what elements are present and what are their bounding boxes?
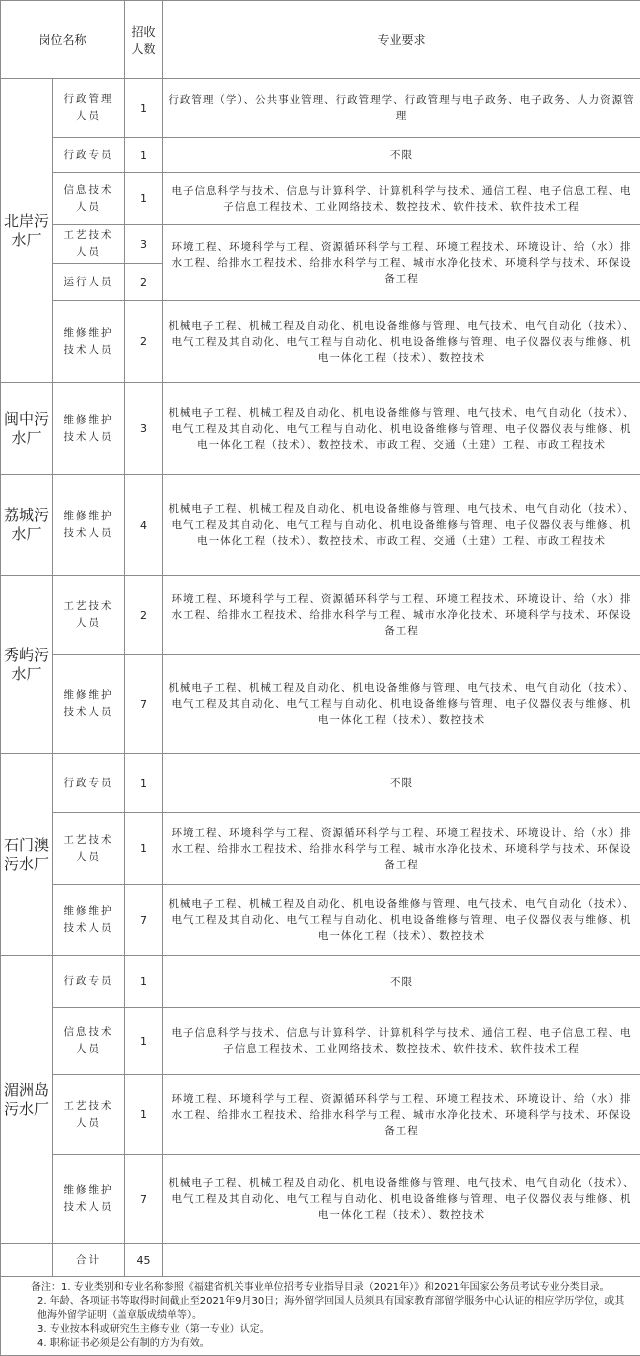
requirement-cell: 机械电子工程、机械工程及自动化、机电设备维修与管理、电气技术、电气自动化（技术）、电气工程及其自动化、电气工程与自动化、机电设备维修与管理、电子仪器仪表与维修、机电一体化工程（技术）、数控技术、市政工程、交通（土建）工程、市政工程技术 bbox=[163, 383, 640, 475]
position-cell: 工艺技术人员 bbox=[53, 1075, 125, 1155]
notes-cell bbox=[1, 1277, 640, 1356]
position-cell: 工艺技术人员 bbox=[53, 576, 125, 655]
requirement-cell: 不限 bbox=[163, 956, 640, 1008]
requirement-cell: 机械电子工程、机械工程及自动化、机电设备维修与管理、电气技术、电气自动化（技术）、电气工程及其自动化、电气工程与自动化、机电设备维修与管理、电子仪器仪表与维修、机电一体化工程（技术）、数控技术 bbox=[163, 885, 640, 956]
position-cell: 信息技术人员 bbox=[53, 1008, 125, 1075]
plant-name: 荔城污水厂 bbox=[1, 475, 53, 576]
count-cell: 1 bbox=[125, 754, 163, 813]
position-cell: 维修维护技术人员 bbox=[53, 475, 125, 576]
position-cell: 运行人员 bbox=[53, 264, 125, 301]
table-row bbox=[1, 475, 640, 576]
total-row bbox=[1, 1244, 640, 1277]
header-requirement: 专业要求 bbox=[163, 1, 640, 79]
count-cell: 2 bbox=[125, 576, 163, 655]
count-cell: 1 bbox=[125, 138, 163, 173]
position-cell: 信息技术人员 bbox=[53, 173, 125, 225]
requirement-cell: 机械电子工程、机械工程及自动化、机电设备维修与管理、电气技术、电气自动化（技术）、电气工程及其自动化、电气工程与自动化、机电设备维修与管理、电子仪器仪表与维修、机电一体化工程（技术）、数控技术 bbox=[163, 301, 640, 383]
notes-row bbox=[1, 1277, 640, 1356]
position-cell: 维修维护技术人员 bbox=[53, 301, 125, 383]
position-cell: 维修维护技术人员 bbox=[53, 885, 125, 956]
table-row bbox=[1, 173, 640, 225]
position-cell: 行政管理人员 bbox=[53, 79, 125, 138]
position-cell: 行政专员 bbox=[53, 956, 125, 1008]
total-empty bbox=[163, 1244, 640, 1277]
position-cell: 维修维护技术人员 bbox=[53, 383, 125, 475]
table-row bbox=[1, 79, 640, 138]
header-count: 招收人数 bbox=[125, 1, 163, 79]
note-4: 4. 职称证书必须是公有制的方为有效。 bbox=[31, 1337, 634, 1351]
count-cell: 3 bbox=[125, 383, 163, 475]
note-3: 3. 专业按本科或研究生主修专业（第一专业）认定。 bbox=[31, 1323, 634, 1337]
requirement-cell: 环境工程、环境科学与工程、资源循环科学与工程、环境工程技术、环境设计、给（水）排水工程、给排水工程技术、给排水科学与工程、城市水净化技术、环境科学与技术、环保设备工程 bbox=[163, 225, 640, 301]
count-cell: 1 bbox=[125, 956, 163, 1008]
count-cell: 7 bbox=[125, 1155, 163, 1244]
position-cell: 行政专员 bbox=[53, 138, 125, 173]
table-row bbox=[1, 1008, 640, 1075]
position-cell: 维修维护技术人员 bbox=[53, 1155, 125, 1244]
position-cell: 维修维护技术人员 bbox=[53, 655, 125, 754]
total-spacer bbox=[1, 1244, 53, 1277]
count-cell: 2 bbox=[125, 301, 163, 383]
table-row bbox=[1, 383, 640, 475]
table-row bbox=[1, 1075, 640, 1155]
note-2: 2. 年龄、各项证书等取得时间截止至2021年9月30日；海外留学回国人员须具有国家教育部留学服务中心认证的相应学历学位，或其他海外留学证明（盖章版成绩单等）。 bbox=[31, 1295, 634, 1323]
requirement-cell: 机械电子工程、机械工程及自动化、机电设备维修与管理、电气技术、电气自动化（技术）、电气工程及其自动化、电气工程与自动化、机电设备维修与管理、电子仪器仪表与维修、机电一体化工程（技术）、数控技术 bbox=[163, 1155, 640, 1244]
note-1: 备注：1. 专业类别和专业名称参照《福建省机关事业单位招考专业指导目录（2021年）》和2021年国家公务员考试专业分类目录。 bbox=[31, 1281, 634, 1295]
table-row bbox=[1, 655, 640, 754]
requirement-cell: 环境工程、环境科学与工程、资源循环科学与工程、环境工程技术、环境设计、给（水）排水工程、给排水工程技术、给排水科学与工程、城市水净化技术、环境科学与技术、环保设备工程 bbox=[163, 576, 640, 655]
count-cell: 1 bbox=[125, 1008, 163, 1075]
count-cell: 3 bbox=[125, 225, 163, 264]
table-row bbox=[1, 956, 640, 1008]
count-cell: 1 bbox=[125, 79, 163, 138]
plant-name: 闽中污水厂 bbox=[1, 383, 53, 475]
requirement-cell: 电子信息科学与技术、信息与计算科学、计算机科学与技术、通信工程、电子信息工程、电子信息工程技术、工业网络技术、数控技术、软件技术、软件技术工程 bbox=[163, 1008, 640, 1075]
table-row bbox=[1, 301, 640, 383]
table-row bbox=[1, 885, 640, 956]
table-row bbox=[1, 576, 640, 655]
position-cell: 工艺技术人员 bbox=[53, 225, 125, 264]
requirement-cell: 环境工程、环境科学与工程、资源循环科学与工程、环境工程技术、环境设计、给（水）排水工程、给排水工程技术、给排水科学与工程、城市水净化技术、环境科学与技术、环保设备工程 bbox=[163, 813, 640, 885]
table-row bbox=[1, 138, 640, 173]
table-row bbox=[1, 225, 640, 264]
requirement-cell: 电子信息科学与技术、信息与计算科学、计算机科学与技术、通信工程、电子信息工程、电子信息工程技术、工业网络技术、数控技术、软件技术、软件技术工程 bbox=[163, 173, 640, 225]
requirement-cell: 环境工程、环境科学与工程、资源循环科学与工程、环境工程技术、环境设计、给（水）排水工程、给排水工程技术、给排水科学与工程、城市水净化技术、环境科学与技术、环保设备工程 bbox=[163, 1075, 640, 1155]
count-cell: 4 bbox=[125, 475, 163, 576]
requirement-cell: 机械电子工程、机械工程及自动化、机电设备维修与管理、电气技术、电气自动化（技术）、电气工程及其自动化、电气工程与自动化、机电设备维修与管理、电子仪器仪表与维修、机电一体化工程（技术）、数控技术 bbox=[163, 655, 640, 754]
count-cell: 1 bbox=[125, 173, 163, 225]
count-cell: 7 bbox=[125, 655, 163, 754]
plant-name: 秀屿污水厂 bbox=[1, 576, 53, 754]
position-cell: 工艺技术人员 bbox=[53, 813, 125, 885]
table-row bbox=[1, 754, 640, 813]
header-row bbox=[1, 1, 640, 79]
count-cell: 1 bbox=[125, 1075, 163, 1155]
table-row bbox=[1, 813, 640, 885]
plant-name: 石门澳污水厂 bbox=[1, 754, 53, 956]
count-cell: 2 bbox=[125, 264, 163, 301]
plant-name: 湄洲岛污水厂 bbox=[1, 956, 53, 1244]
total-label: 合计 bbox=[53, 1244, 125, 1277]
total-count: 45 bbox=[125, 1244, 163, 1277]
position-cell: 行政专员 bbox=[53, 754, 125, 813]
count-cell: 1 bbox=[125, 813, 163, 885]
requirement-cell: 机械电子工程、机械工程及自动化、机电设备维修与管理、电气技术、电气自动化（技术）、电气工程及其自动化、电气工程与自动化、机电设备维修与管理、电子仪器仪表与维修、机电一体化工程（技术）、数控技术、市政工程、交通（土建）工程、市政工程技术 bbox=[163, 475, 640, 576]
table-row bbox=[1, 1155, 640, 1244]
requirement-cell: 不限 bbox=[163, 138, 640, 173]
count-cell: 7 bbox=[125, 885, 163, 956]
header-position: 岗位名称 bbox=[1, 1, 125, 79]
requirement-cell: 行政管理（学）、公共事业管理、行政管理学、行政管理与电子政务、电子政务、人力资源管理 bbox=[163, 79, 640, 138]
plant-name: 北岸污水厂 bbox=[1, 79, 53, 383]
requirement-cell: 不限 bbox=[163, 754, 640, 813]
